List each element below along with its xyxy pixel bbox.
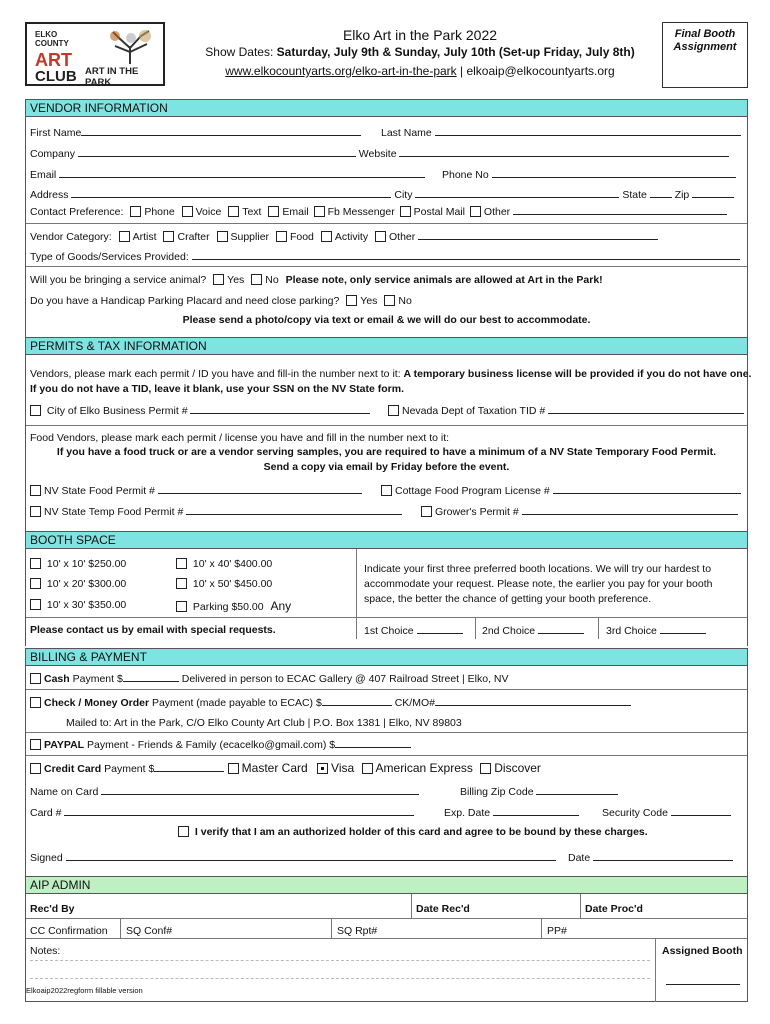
permits-section: Vendors, please mark each permit / ID you have and fill-in the number next to it: A temporary business license will be provided if you do not have one. If you do not have a TID, leave it blank, use your SSN on the NV State form. City of Elko Business Permit # Nevada Dept of Taxation TID # Food Vendors, please mark each permit / license you have and fill in the number next to it: If you have a food truck or are a vendor serving samples, you are required to have a minimum of a NV State Temporary Food Permit. Send a copy via email by Friday before the event. NV State Food Permit # Cottage Food Program License # NV State Temp Food Permit # Grower's Permit #: [25, 355, 748, 531]
contact-text-checkbox[interactable]: [228, 206, 239, 217]
food-permit-requirement: If you have a food truck or are a vendor serving samples, you are required to have a minimum of a NV State Temporary Food Permit.: [56, 446, 717, 458]
booth-space-section: 10' x 10' $250.00 10' x 20' $300.00 10' x 30' $350.00 10' x 40' $400.00 10' x 50' $450.00 Parking $50.00 Any Please contact us by email with special requests. Indicate your first three preferred booth locations. We will try our hardest to accommodate your request. Please note, the earlier you pay for your booth space, the better the chance of getting your booth preference. 1st Choice 2nd Choice 3rd Choice: [25, 549, 748, 646]
goods-label: Type of Goods/Services Provided:: [30, 251, 189, 263]
aip-admin-section: [25, 894, 748, 1002]
parking-note: Please send a photo/copy via text or email & we will do our best to accommodate.: [182, 314, 591, 326]
contact-voice-checkbox[interactable]: [182, 206, 193, 217]
state-label: State: [622, 189, 647, 201]
card-number-label: Card #: [30, 807, 62, 819]
choice1-field[interactable]: [417, 624, 463, 634]
sq-rpt-label: SQ Rpt#: [337, 925, 378, 937]
cottage-food-checkbox[interactable]: [381, 485, 392, 496]
nv-food-checkbox[interactable]: [30, 485, 41, 496]
credit-card-row: Credit Card Payment $ Master Card Visa American Express Discover: [30, 761, 541, 775]
state-field[interactable]: [650, 188, 672, 198]
check-checkbox[interactable]: [30, 697, 41, 708]
booth-parking-checkbox[interactable]: [176, 601, 187, 612]
zip-field[interactable]: [692, 188, 734, 198]
parking-no-checkbox[interactable]: [384, 295, 395, 306]
food-send-copy-note: Send a copy via email by Friday before the event.: [263, 461, 510, 473]
sign-date-label: Date: [568, 852, 591, 864]
paypal-checkbox[interactable]: [30, 739, 41, 750]
booth-preference-note: Indicate your first three preferred booth locations. We will try our hardest to accommodate your request. Please note, the earlier you pay for your booth space, the better the chance of getting your booth preference.: [364, 563, 713, 605]
logo-art-in-the-park-text: ART IN THE PARK: [85, 66, 139, 88]
nv-temp-food-checkbox[interactable]: [30, 506, 41, 517]
website-field[interactable]: [399, 147, 729, 157]
pp-label: PP#: [547, 925, 567, 937]
paypal-amount-field[interactable]: [335, 738, 411, 748]
check-amount-field[interactable]: [322, 696, 392, 706]
city-label: City: [394, 189, 413, 201]
booth-10x30-checkbox[interactable]: [30, 599, 41, 610]
category-food-checkbox[interactable]: [276, 231, 287, 242]
nv-tid-field[interactable]: [548, 404, 744, 414]
service-animal-row: Will you be bringing a service animal? Yes No Please note, only service animals are allowed at Art in the Park!: [30, 274, 603, 286]
contact-email-checkbox[interactable]: [268, 206, 279, 217]
goods-field[interactable]: [192, 250, 740, 260]
signature-field[interactable]: [66, 851, 556, 861]
category-activity-checkbox[interactable]: [321, 231, 332, 242]
contact-other-checkbox[interactable]: [470, 206, 481, 217]
aip-admin-heading: AIP ADMIN: [25, 876, 748, 894]
website-link[interactable]: www.elkocountyarts.org/elko-art-in-the-park: [225, 64, 457, 78]
category-other-field[interactable]: [418, 230, 658, 240]
animal-no-checkbox[interactable]: [251, 274, 262, 285]
last-name-label: Last Name: [381, 127, 432, 139]
nv-food-field[interactable]: [158, 484, 362, 494]
cottage-food-field[interactable]: [553, 484, 741, 494]
exp-date-field[interactable]: [493, 806, 579, 816]
address-label: Address: [30, 189, 69, 201]
cc-confirmation-label: CC Confirmation: [30, 925, 108, 937]
assigned-booth-label: Assigned Booth: [662, 945, 743, 957]
permits-intro: Vendors, please mark each permit / ID you have and fill-in the number next to it: A temporary business license will be provided if you do not have one.: [30, 368, 752, 380]
company-field[interactable]: [78, 147, 356, 157]
last-name-field[interactable]: [435, 126, 741, 136]
category-other-checkbox[interactable]: [375, 231, 386, 242]
website-label: Website: [358, 148, 397, 160]
security-code-field[interactable]: [671, 806, 731, 816]
card-number-field[interactable]: [64, 806, 414, 816]
sq-conf-label: SQ Conf#: [126, 925, 173, 937]
address-field[interactable]: [71, 188, 391, 198]
contact-postal-mail-checkbox[interactable]: [400, 206, 411, 217]
zip-label: Zip: [674, 189, 690, 201]
email-link[interactable]: elkoaip@elkocountyarts.org: [466, 64, 615, 78]
amex-checkbox[interactable]: [362, 763, 373, 774]
grower-permit-checkbox[interactable]: [421, 506, 432, 517]
city-permit-field[interactable]: [190, 404, 370, 414]
discover-checkbox[interactable]: [480, 763, 491, 774]
category-supplier-checkbox[interactable]: [217, 231, 228, 242]
city-field[interactable]: [415, 188, 619, 198]
cash-checkbox[interactable]: [30, 673, 41, 684]
special-requests-note: Please contact us by email with special requests.: [30, 624, 276, 636]
parking-yes-checkbox[interactable]: [346, 295, 357, 306]
contact-fb-messenger-checkbox[interactable]: [314, 206, 325, 217]
parking-row: Do you have a Handicap Parking Placard and need close parking? Yes No: [30, 295, 412, 307]
final-booth-assignment-box[interactable]: Final Booth Assignment: [662, 22, 748, 88]
paypal-row: PAYPAL Payment - Friends & Family (ecacelko@gmail.com) $: [30, 738, 411, 751]
vendor-info-heading: VENDOR INFORMATION: [25, 99, 748, 117]
contact-other-field[interactable]: [513, 205, 727, 215]
booth-10x40-checkbox[interactable]: [176, 558, 187, 569]
page-title: Elko Art in the Park 2022: [342, 27, 498, 43]
name-on-card-label: Name on Card: [30, 786, 99, 798]
phone-label: Phone No: [442, 169, 489, 181]
signed-label: Signed: [30, 852, 63, 864]
permits-tid-note: If you do not have a TID, leave it blank, use your SSN on the NV State form.: [30, 383, 404, 395]
notes-label: Notes:: [30, 945, 61, 957]
date-proc-label: Date Proc'd: [585, 903, 643, 915]
cash-amount-field[interactable]: [123, 672, 179, 682]
assigned-booth-field[interactable]: [666, 984, 740, 985]
security-code-label: Security Code: [602, 807, 668, 819]
company-label: Company: [30, 148, 75, 160]
city-permit-checkbox[interactable]: [30, 405, 41, 416]
sign-date-field[interactable]: [593, 851, 733, 861]
choice2-field[interactable]: [538, 624, 584, 634]
animal-yes-checkbox[interactable]: [213, 274, 224, 285]
booth-10x20-checkbox[interactable]: [30, 578, 41, 589]
booth-10x50-checkbox[interactable]: [176, 578, 187, 589]
verify-checkbox[interactable]: [178, 826, 189, 837]
phone-field[interactable]: [492, 168, 736, 178]
check-row: Check / Money Order Payment (made payable to ECAC) $ CK/MO#: [30, 696, 631, 709]
tree-icon: [101, 30, 159, 64]
grower-permit-field[interactable]: [522, 505, 738, 515]
category-artist-checkbox[interactable]: [119, 231, 130, 242]
elko-art-club-logo: [25, 22, 165, 86]
first-name-row: First Name: [30, 126, 361, 139]
exp-date-label: Exp. Date: [444, 807, 491, 819]
email-field[interactable]: [59, 168, 425, 178]
verify-row: I verify that I am an authorized holder of this card and agree to be bound by these charges.: [178, 826, 648, 838]
logo-club-text: CLUB: [35, 68, 77, 85]
mastercard-checkbox[interactable]: [228, 763, 239, 774]
choice2-label: 2nd Choice: [482, 625, 536, 637]
nv-tid-checkbox[interactable]: [388, 405, 399, 416]
vendor-category-row: Vendor Category: Artist Crafter Supplier Food Activity Other: [30, 230, 658, 243]
permits-heading: PERMITS & TAX INFORMATION: [25, 337, 748, 355]
logo-art-text: ART: [35, 50, 72, 70]
booth-10x10-checkbox[interactable]: [30, 558, 41, 569]
first-name-field[interactable]: [81, 126, 361, 136]
credit-card-checkbox[interactable]: [30, 763, 41, 774]
choice3-label: 3rd Choice: [606, 625, 657, 637]
billing-zip-label: Billing Zip Code: [460, 786, 534, 798]
vendor-info-section: [25, 117, 748, 337]
nv-temp-food-field[interactable]: [186, 505, 402, 515]
name-on-card-field[interactable]: [101, 785, 419, 795]
contact-preference-row: Contact Preference: Phone Voice Text Email Fb Messenger Postal Mail Other: [30, 205, 727, 218]
cash-row: Cash Payment $ Delivered in person to ECAC Gallery @ 407 Railroad Street | Elko, NV: [30, 672, 509, 685]
contact-links: www.elkocountyarts.org/elko-art-in-the-park | elkoaip@elkocountyarts.org: [225, 64, 615, 78]
billing-heading: BILLING & PAYMENT: [25, 648, 748, 666]
credit-amount-field[interactable]: [154, 762, 224, 772]
logo-elko-text: ELKO COUNTY: [35, 30, 69, 48]
billing-section: [25, 666, 748, 876]
email-label: Email: [30, 169, 57, 181]
ckmo-number-field[interactable]: [435, 696, 631, 706]
date-recd-label: Date Rec'd: [416, 903, 470, 915]
booth-space-heading: BOOTH SPACE: [25, 531, 748, 549]
show-dates: Show Dates: Saturday, July 9th & Sunday, July 10th (Set-up Friday, July 8th): [205, 45, 635, 59]
visa-checkbox[interactable]: [317, 763, 328, 774]
billing-zip-field[interactable]: [536, 785, 618, 795]
contact-phone-checkbox[interactable]: [130, 206, 141, 217]
recd-by-label: Rec'd By: [30, 903, 75, 915]
choice3-field[interactable]: [660, 624, 706, 634]
form-version-footer: Elkoaip2022regform fillable version: [26, 986, 143, 995]
food-intro: Food Vendors, please mark each permit / license you have and fill in the number next to it:: [30, 432, 450, 444]
mailing-address: Mailed to: Art in the Park, C/O Elko County Art Club | P.O. Box 1381 | Elko, NV 89803: [66, 717, 462, 729]
category-crafter-checkbox[interactable]: [163, 231, 174, 242]
choice1-label: 1st Choice: [364, 625, 414, 637]
